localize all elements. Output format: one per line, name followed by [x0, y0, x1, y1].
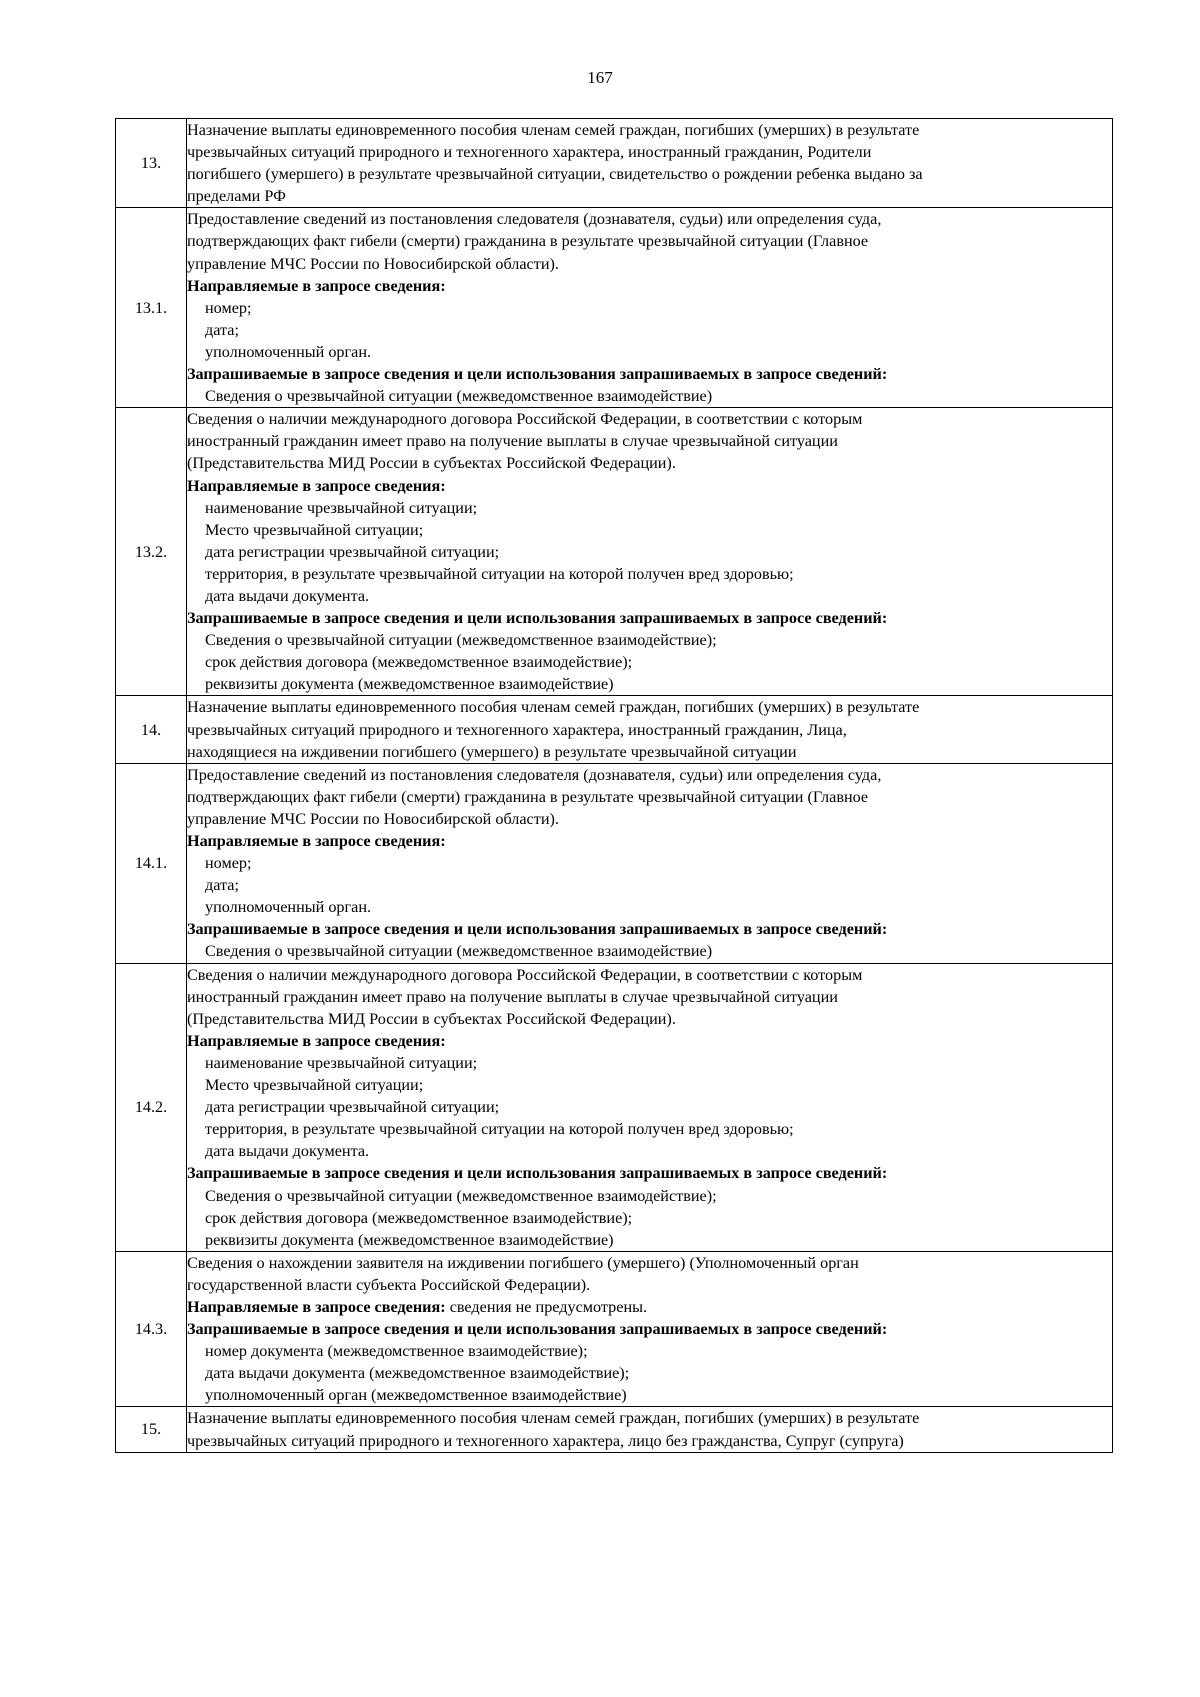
table-row [116, 119, 1113, 208]
description-line: Назначение выплаты единовременного пособия членам семей граждан, погибших (умерших) в результате [187, 698, 920, 717]
description-line: иностранный гражданин имеет право на получение выплаты в случае чрезвычайной ситуации [187, 432, 838, 451]
row-content [187, 963, 1113, 1251]
list-item: номер; [205, 854, 252, 873]
list-item: наименование чрезвычайной ситуации; [205, 498, 478, 517]
description-line: находящиеся на иждивении погибшего (умершего) в результате чрезвычайной ситуации [187, 742, 797, 761]
row-number: 14.3. [116, 1251, 187, 1407]
table-row [116, 763, 1113, 963]
description-line: управление МЧС России по Новосибирской области). [187, 809, 559, 828]
list-item: Сведения о чрезвычайной ситуации (межведомственное взаимодействие) [205, 942, 713, 961]
description-line: пределами РФ [187, 187, 286, 206]
row-number: 13.1. [116, 208, 187, 408]
list-item: Сведения о чрезвычайной ситуации (межведомственное взаимодействие); [205, 631, 717, 650]
section-heading: Направляемые в запросе сведения: [187, 276, 446, 295]
row-number: 14.1. [116, 763, 187, 963]
list-item: дата; [205, 320, 239, 339]
table-row [116, 208, 1113, 408]
list-item: территория, в результате чрезвычайной ситуации на которой получен вред здоровью; [205, 564, 794, 583]
table-row [116, 696, 1113, 763]
description-line: (Представительства МИД России в субъектах Российской Федерации). [187, 454, 676, 473]
list-item: территория, в результате чрезвычайной ситуации на которой получен вред здоровью; [205, 1120, 794, 1139]
table-row [116, 1407, 1113, 1452]
description-line: Назначение выплаты единовременного пособия членам семей граждан, погибших (умерших) в результате [187, 1409, 920, 1428]
list-item: уполномоченный орган. [205, 342, 372, 361]
description-line: (Представительства МИД России в субъектах Российской Федерации). [187, 1009, 676, 1028]
list-item: наименование чрезвычайной ситуации; [205, 1053, 478, 1072]
row-number: 14. [116, 696, 187, 763]
description-line: чрезвычайных ситуаций природного и техногенного характера, иностранный гражданин, Родители [187, 143, 872, 162]
services-table [115, 118, 1113, 1453]
table-body [116, 119, 1113, 1453]
description-line: чрезвычайных ситуаций природного и техногенного характера, иностранный гражданин, Лица, [187, 720, 847, 739]
description-line: Сведения о нахождении заявителя на иждивении погибшего (умершего) (Уполномоченный орган [187, 1253, 859, 1272]
row-content [187, 1407, 1113, 1452]
list-item: Место чрезвычайной ситуации; [205, 1076, 424, 1095]
row-content [187, 1251, 1113, 1407]
list-item: реквизиты документа (межведомственное взаимодействие) [205, 675, 614, 694]
description-line: Сведения о наличии международного договора Российской Федерации, в соответствии с которым [187, 410, 863, 429]
row-content [187, 763, 1113, 963]
description-line: государственной власти субъекта Российской Федерации). [187, 1275, 591, 1294]
description-line: погибшего (умершего) в результате чрезвычайной ситуации, свидетельство о рождении ребенка выдано за [187, 165, 923, 184]
list-item: уполномоченный орган (межведомственное взаимодействие) [205, 1386, 627, 1405]
row-number: 13.2. [116, 408, 187, 696]
list-item: срок действия договора (межведомственное взаимодействие); [205, 1208, 633, 1227]
description-line: Предоставление сведений из постановления следователя (дознавателя, судьи) или определения суда, [187, 210, 882, 229]
description-line: Назначение выплаты единовременного пособия членам семей граждан, погибших (умерших) в результате [187, 121, 920, 139]
list-item: реквизиты документа (межведомственное взаимодействие) [205, 1230, 614, 1249]
row-content [187, 119, 1113, 208]
row-number: 14.2. [116, 963, 187, 1251]
list-item: номер документа (межведомственное взаимодействие); [205, 1342, 588, 1361]
table-row [116, 408, 1113, 696]
row-number: 15. [116, 1407, 187, 1452]
description-line: управление МЧС России по Новосибирской области). [187, 254, 559, 273]
description-line: Предоставление сведений из постановления следователя (дознавателя, судьи) или определения суда, [187, 765, 882, 784]
description-line: чрезвычайных ситуаций природного и техногенного характера, лицо без гражданства, Супруг (супруга) [187, 1431, 904, 1450]
list-item: номер; [205, 298, 252, 317]
list-item: дата регистрации чрезвычайной ситуации; [205, 1098, 500, 1117]
section-heading: Запрашиваемые в запросе сведения и цели использования запрашиваемых в запросе сведений: [187, 920, 888, 939]
section-heading: Запрашиваемые в запросе сведения и цели использования запрашиваемых в запросе сведений: [187, 1320, 888, 1339]
bold-label: Направляемые в запросе сведения: [187, 1297, 446, 1316]
row-number: 13. [116, 119, 187, 208]
list-item: дата выдачи документа. [205, 1142, 370, 1161]
description-line: Сведения о наличии международного договора Российской Федерации, в соответствии с которым [187, 965, 863, 984]
content-line-mixed [187, 1296, 1112, 1318]
section-heading: Запрашиваемые в запросе сведения и цели использования запрашиваемых в запросе сведений: [187, 365, 888, 384]
table-row [116, 1251, 1113, 1407]
list-item: Место чрезвычайной ситуации; [205, 520, 424, 539]
description-line: подтверждающих факт гибели (смерти) гражданина в результате чрезвычайной ситуации (Главное [187, 787, 869, 806]
list-item: уполномоченный орган. [205, 898, 372, 917]
list-item: Сведения о чрезвычайной ситуации (межведомственное взаимодействие); [205, 1186, 717, 1205]
description-line: подтверждающих факт гибели (смерти) гражданина в результате чрезвычайной ситуации (Главное [187, 232, 869, 251]
row-content [187, 408, 1113, 696]
section-heading: Запрашиваемые в запросе сведения и цели использования запрашиваемых в запросе сведений: [187, 609, 888, 628]
list-item: дата выдачи документа. [205, 586, 370, 605]
section-heading: Запрашиваемые в запросе сведения и цели использования запрашиваемых в запросе сведений: [187, 1164, 888, 1183]
page-number: 167 [587, 68, 613, 87]
line-text: сведения не предусмотрены. [449, 1297, 648, 1316]
section-heading: Направляемые в запросе сведения: [187, 1031, 446, 1050]
list-item: срок действия договора (межведомственное взаимодействие); [205, 653, 633, 672]
list-item: дата; [205, 876, 239, 895]
table-row [116, 963, 1113, 1251]
section-heading: Направляемые в запросе сведения: [187, 832, 446, 850]
list-item: дата регистрации чрезвычайной ситуации; [205, 542, 500, 561]
list-item: Сведения о чрезвычайной ситуации (межведомственное взаимодействие) [205, 387, 713, 406]
row-content [187, 208, 1113, 408]
list-item: дата выдачи документа (межведомственное взаимодействие); [205, 1364, 630, 1383]
description-line: иностранный гражданин имеет право на получение выплаты в случае чрезвычайной ситуации [187, 987, 838, 1006]
section-heading: Направляемые в запросе сведения: [187, 476, 446, 495]
row-content [187, 696, 1113, 763]
